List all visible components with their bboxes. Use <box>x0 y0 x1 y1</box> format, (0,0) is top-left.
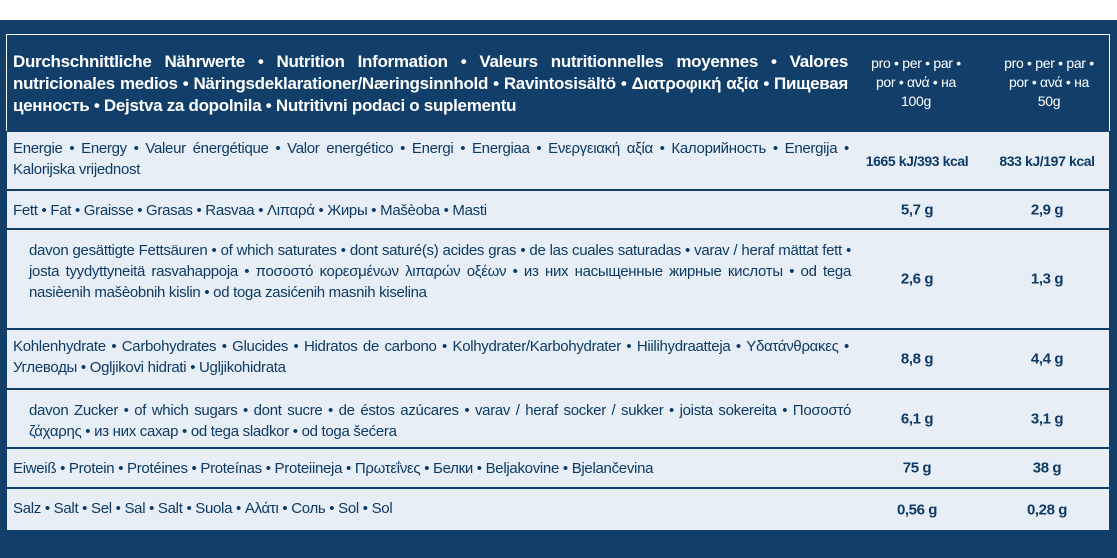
row-label-carbohydrates: Kohlenhydrate • Carbohydrates • Glucides • Hidratos de carbono • Kolhydrater/Karbohydrater • Hiilihydraatteja • Υδατάνθρακες • Углеводы • Ogljikovi hidrati • Ugljikohidrata <box>13 338 849 376</box>
value-protein-per-50g: 38 g <box>1032 459 1062 477</box>
column-header-50g-line2: por • ανά • на <box>1008 74 1090 90</box>
column-header-100g-unit: 100g <box>901 93 931 109</box>
value-saturates-per-50g: 1,3 g <box>1030 270 1064 288</box>
header-title: Durchschnittliche Nährwerte • Nutrition Information • Valeurs nutritionnelles moyennes • Valores nutricionales medios • Näringsdeklarationer/Næringsinnhold • Ravintosisältö • Διατροφική αξία • Пищевая ценность • Dejstva za dopolnila • Nutritivni podaci o suplementu <box>13 52 848 115</box>
value-protein-per-100g: 75 g <box>902 459 932 477</box>
column-header-50g-line1: pro • per • par • <box>1004 55 1094 71</box>
table-row-sugars <box>7 390 1109 449</box>
table-header <box>6 34 1110 144</box>
row-label-energy: Energie • Energy • Valeur énergétique • Valor energético • Energi • Energiaa • Ενεργειακή αξία • Калорийность • Energija • Kalorijska vrijednost <box>13 140 849 178</box>
value-fat-per-50g: 2,9 g <box>1030 201 1064 218</box>
row-label-fat: Fett • Fat • Graisse • Grasas • Rasvaa • Λιπαρά • Жиры • Mašèoba • Masti <box>13 202 487 219</box>
column-header-100g-line1: pro • per • par • <box>871 55 961 71</box>
table-row-saturates <box>7 230 1109 330</box>
value-energy-per-100g: 1665 kJ/393 kcal <box>865 152 969 169</box>
table-row-fat <box>7 191 1109 230</box>
table-row-carbohydrates <box>7 330 1109 390</box>
value-carbohydrates-per-100g: 8,8 g <box>900 350 934 368</box>
column-header-100g-line2: por • ανά • на <box>875 74 957 90</box>
nutrition-table-body <box>6 131 1110 531</box>
value-fat-per-100g: 5,7 g <box>900 201 934 218</box>
value-carbohydrates-per-50g: 4,4 g <box>1030 350 1064 368</box>
column-header-50g <box>989 54 1109 111</box>
row-label-saturates: davon gesättigte Fettsäuren • of which saturates • dont saturé(s) acides gras • de las cuales saturadas • varav / heraf mättat fett • josta tyydyttyneitä rasvahappoja • ποσοστό κορεσμένων λιπαρών οξέων • из них насыщенные жирные кислоты • od tega nasièenih mašèobnih kislin • od toga zasićenih masnih kiselina <box>29 242 851 301</box>
table-row-protein <box>7 449 1109 489</box>
value-saturates-per-100g: 2,6 g <box>900 270 934 288</box>
column-header-50g-unit: 50g <box>1037 93 1061 109</box>
value-sugars-per-50g: 3,1 g <box>1030 410 1064 427</box>
value-sugars-per-100g: 6,1 g <box>900 410 934 427</box>
value-salt-per-100g: 0,56 g <box>896 501 938 518</box>
row-label-protein: Eiweiß • Protein • Protéines • Proteínas • Proteiineja • Πρωτεΐνες • Белки • Beljakovine • Bjelančevina <box>13 460 654 477</box>
value-salt-per-50g: 0,28 g <box>1026 501 1068 518</box>
nutrition-table-frame <box>0 20 1117 558</box>
table-row-salt <box>7 489 1109 530</box>
table-row-energy <box>7 132 1109 191</box>
row-label-salt: Salz • Salt • Sel • Sal • Salt • Suola • Αλάτι • Соль • Sol • Sol <box>13 500 393 517</box>
value-energy-per-50g: 833 kJ/197 kcal <box>999 152 1095 169</box>
row-label-sugars: davon Zucker • of which sugars • dont sucre • de éstos azúcares • varav / heraf socker / sukker • joista sokereita • Ποσοστό ζάχαρης • из них сахар • od tega sladkor • od toga šećera <box>29 402 851 440</box>
column-header-100g <box>863 54 969 111</box>
